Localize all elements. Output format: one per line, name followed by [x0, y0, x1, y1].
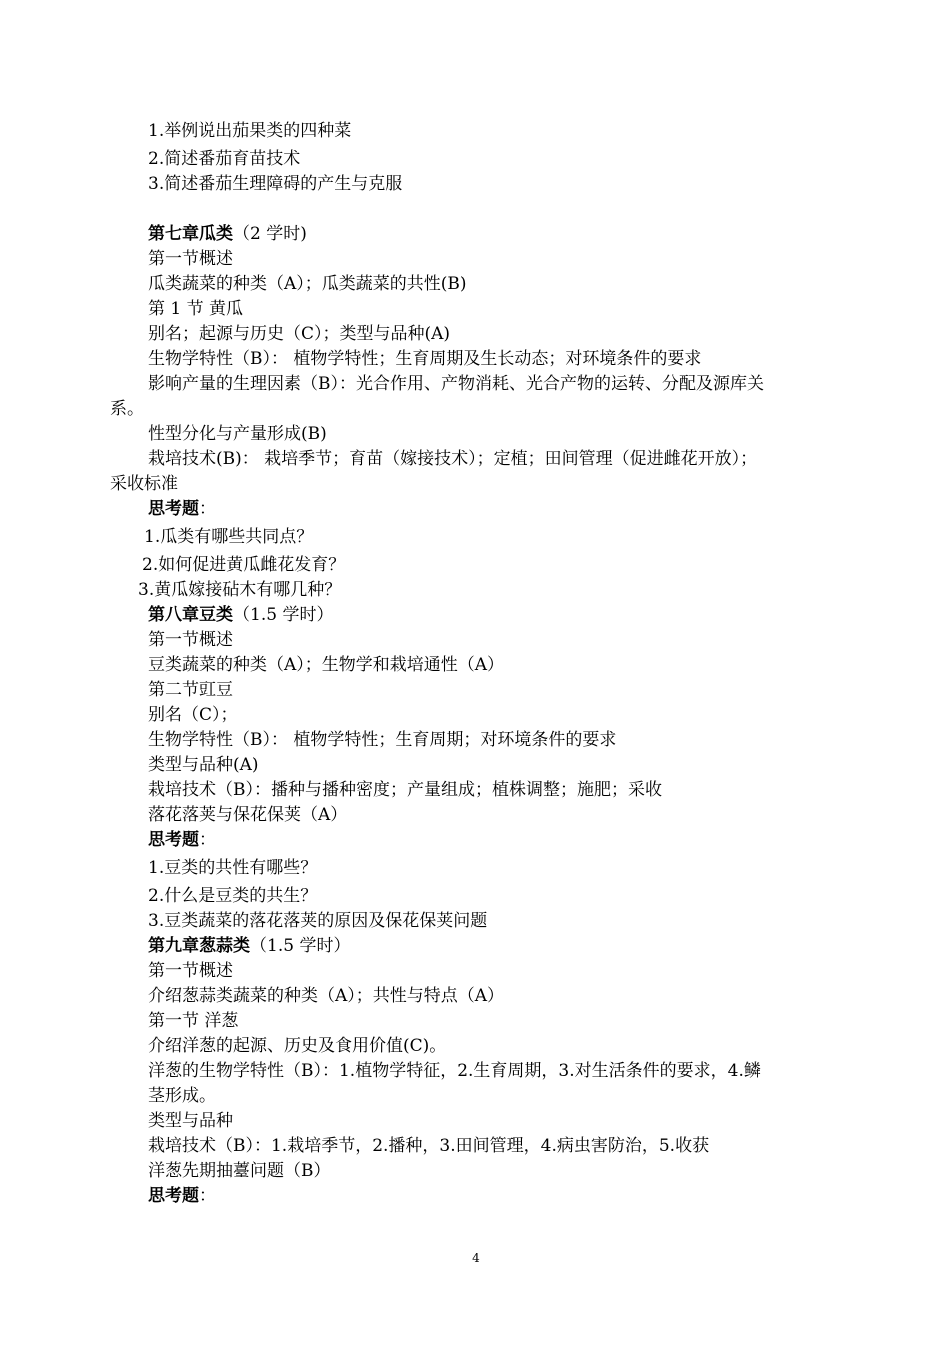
text-line: 茎形成。 — [148, 1086, 216, 1106]
text-line: 第二节豇豆 — [148, 680, 233, 700]
text-line: 介绍洋葱的起源、历史及食用价值(C)。 — [148, 1036, 447, 1056]
chapter-heading: 第八章豆类（1.5 学时） — [148, 605, 334, 625]
text-line: 类型与品种 — [148, 1111, 233, 1131]
text-line: 采收标准 — [110, 474, 178, 494]
text-line: 1.瓜类有哪些共同点？ — [144, 527, 314, 547]
text-line: 洋葱的生物学特性（B）：1.植物学特征，2.生育周期，3.对生活条件的要求，4.鳞 — [148, 1061, 761, 1081]
text-line: 栽培技术（B）：播种与播种密度；产量组成；植株调整；施肥；采收 — [148, 780, 662, 800]
section-heading: 思考题： — [148, 830, 216, 850]
text-line: 别名；起源与历史（C）；类型与品种(A) — [148, 324, 451, 344]
text-line: 生物学特性（B）： 植物学特性；生育周期；对环境条件的要求 — [148, 730, 617, 750]
chapter-heading: 第九章葱蒜类（1.5 学时） — [148, 936, 351, 956]
text-line: 别名（C）； — [148, 705, 238, 725]
chapter-heading: 第七章瓜类（2 学时) — [148, 224, 307, 244]
text-line: 第 1 节 黄瓜 — [148, 299, 244, 319]
text-line: 类型与品种(A) — [148, 755, 259, 775]
section-heading: 思考题： — [148, 1186, 216, 1206]
text-line: 落花落荚与保花保荚（A） — [148, 805, 348, 825]
text-line: 3.黄瓜嫁接砧木有哪几种？ — [138, 580, 342, 600]
text-line: 第一节概述 — [148, 961, 233, 981]
text-line: 3.豆类蔬菜的落花落荚的原因及保花保荚问题 — [148, 911, 488, 931]
text-line: 第一节 洋葱 — [148, 1011, 239, 1031]
text-line: 栽培技术(B)： 栽培季节；育苗（嫁接技术）；定植；田间管理（促进雌花开放）； — [148, 449, 758, 469]
text-line: 栽培技术（B）：1.栽培季节，2.播种，3.田间管理，4.病虫害防治，5.收获 — [148, 1136, 710, 1156]
text-line: 第一节概述 — [148, 630, 233, 650]
text-line: 系。 — [110, 399, 144, 419]
text-line: 1.举例说出茄果类的四种菜 — [148, 121, 352, 141]
text-line: 3.简述番茄生理障碍的产生与克服 — [148, 174, 403, 194]
text-line: 2.什么是豆类的共生？ — [148, 886, 318, 906]
page-number: 4 — [472, 1251, 480, 1265]
text-line: 第一节概述 — [148, 249, 233, 269]
text-line: 1.豆类的共性有哪些？ — [148, 858, 318, 878]
text-line: 性型分化与产量形成(B) — [148, 424, 327, 444]
text-line: 影响产量的生理因素（B）：光合作用、产物消耗、光合产物的运转、分配及源库关 — [148, 374, 764, 394]
text-line: 豆类蔬菜的种类（A）；生物学和栽培通性（A） — [148, 655, 505, 675]
text-line: 介绍葱蒜类蔬菜的种类（A）；共性与特点（A） — [148, 986, 505, 1006]
section-heading: 思考题： — [148, 499, 216, 519]
text-line: 洋葱先期抽薹问题（B） — [148, 1161, 331, 1181]
text-line: 2.简述番茄育苗技术 — [148, 149, 301, 169]
text-line: 生物学特性（B）： 植物学特性；生育周期及生长动态；对环境条件的要求 — [148, 349, 702, 369]
text-line: 2.如何促进黄瓜雌花发育？ — [142, 555, 346, 575]
text-line: 瓜类蔬菜的种类（A）；瓜类蔬菜的共性(B) — [148, 274, 467, 294]
